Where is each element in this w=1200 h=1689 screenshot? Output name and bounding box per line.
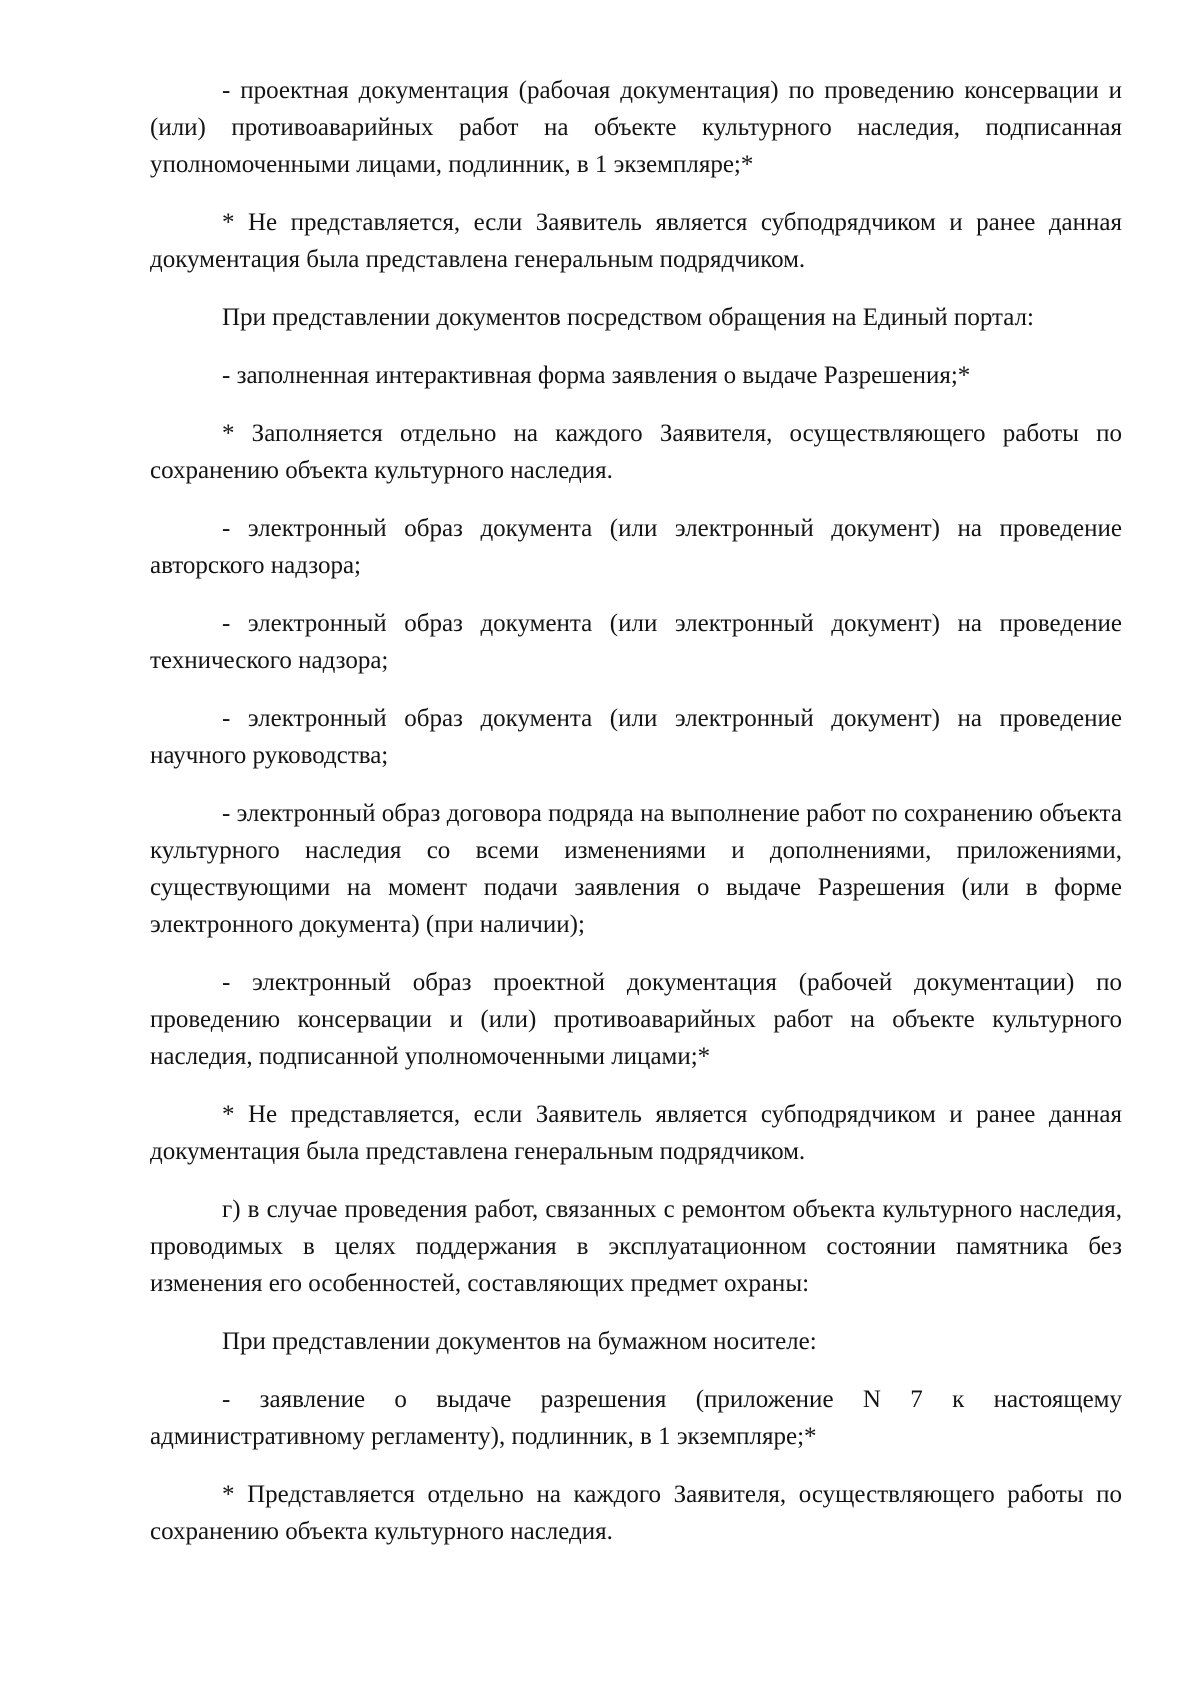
paragraph-scientific-guidance: - электронный образ документа (или электронный документ) на проведение научного руководства; <box>150 705 1122 769</box>
paragraph-project-documentation: - проектная документация (рабочая документация) по проведению консервации и (или) противоаварийных работ на объекте культурного наследия, подписанная уполномоченными лицами, подлинник, в 1 экземпляре;* <box>150 77 1122 178</box>
paragraph-repair-works: г) в случае проведения работ, связанных с ремонтом объекта культурного наследия, проводимых в целях поддержания в эксплуатационном состоянии памятника без изменения его особенностей, составляющих предмет охраны: <box>150 1196 1122 1297</box>
paragraph-project-documentation-image: - электронный образ проектной документация (рабочей документации) по проведению консервации и (или) противоаварийных работ на объекте культурного наследия, подписанной уполномоченными лицами;* <box>150 969 1122 1070</box>
paragraph-application-form: - заявление о выдаче разрешения (приложение N 7 к настоящему административному регламенту), подлинник, в 1 экземпляре;* <box>150 1386 1122 1450</box>
footnote-each-applicant-2: * Представляется отдельно на каждого Заявителя, осуществляющего работы по сохранению объекта культурного наследия. <box>150 1481 1122 1545</box>
paragraph-contract-image: - электронный образ договора подряда на выполнение работ по сохранению объекта культурного наследия со всеми изменениями и дополнениями, приложениями, существующими на момент подачи заявления о выдаче Разрешения (или в форме электронного документа) (при наличии); <box>150 800 1122 938</box>
footnote-subcontractor-2: * Не представляется, если Заявитель является субподрядчиком и ранее данная документация была представлена генеральным подрядчиком. <box>150 1101 1122 1165</box>
footnote-subcontractor-1: * Не представляется, если Заявитель является субподрядчиком и ранее данная документация была представлена генеральным подрядчиком. <box>150 209 1122 273</box>
footnote-each-applicant-1: * Заполняется отдельно на каждого Заявителя, осуществляющего работы по сохранению объекта культурного наследия. <box>150 420 1122 484</box>
paragraph-technical-supervision: - электронный образ документа (или электронный документ) на проведение технического надзора; <box>150 610 1122 674</box>
document-body <box>150 72 1122 1571</box>
paragraph-unified-portal-heading: При представлении документов посредством обращения на Единый портал: <box>222 304 1034 331</box>
paragraph-paper-submission-heading: При представлении документов на бумажном носителе: <box>222 1328 817 1355</box>
paragraph-author-supervision: - электронный образ документа (или электронный документ) на проведение авторского надзора; <box>150 515 1122 579</box>
paragraph-interactive-form: - заполненная интерактивная форма заявления о выдаче Разрешения;* <box>222 362 971 389</box>
